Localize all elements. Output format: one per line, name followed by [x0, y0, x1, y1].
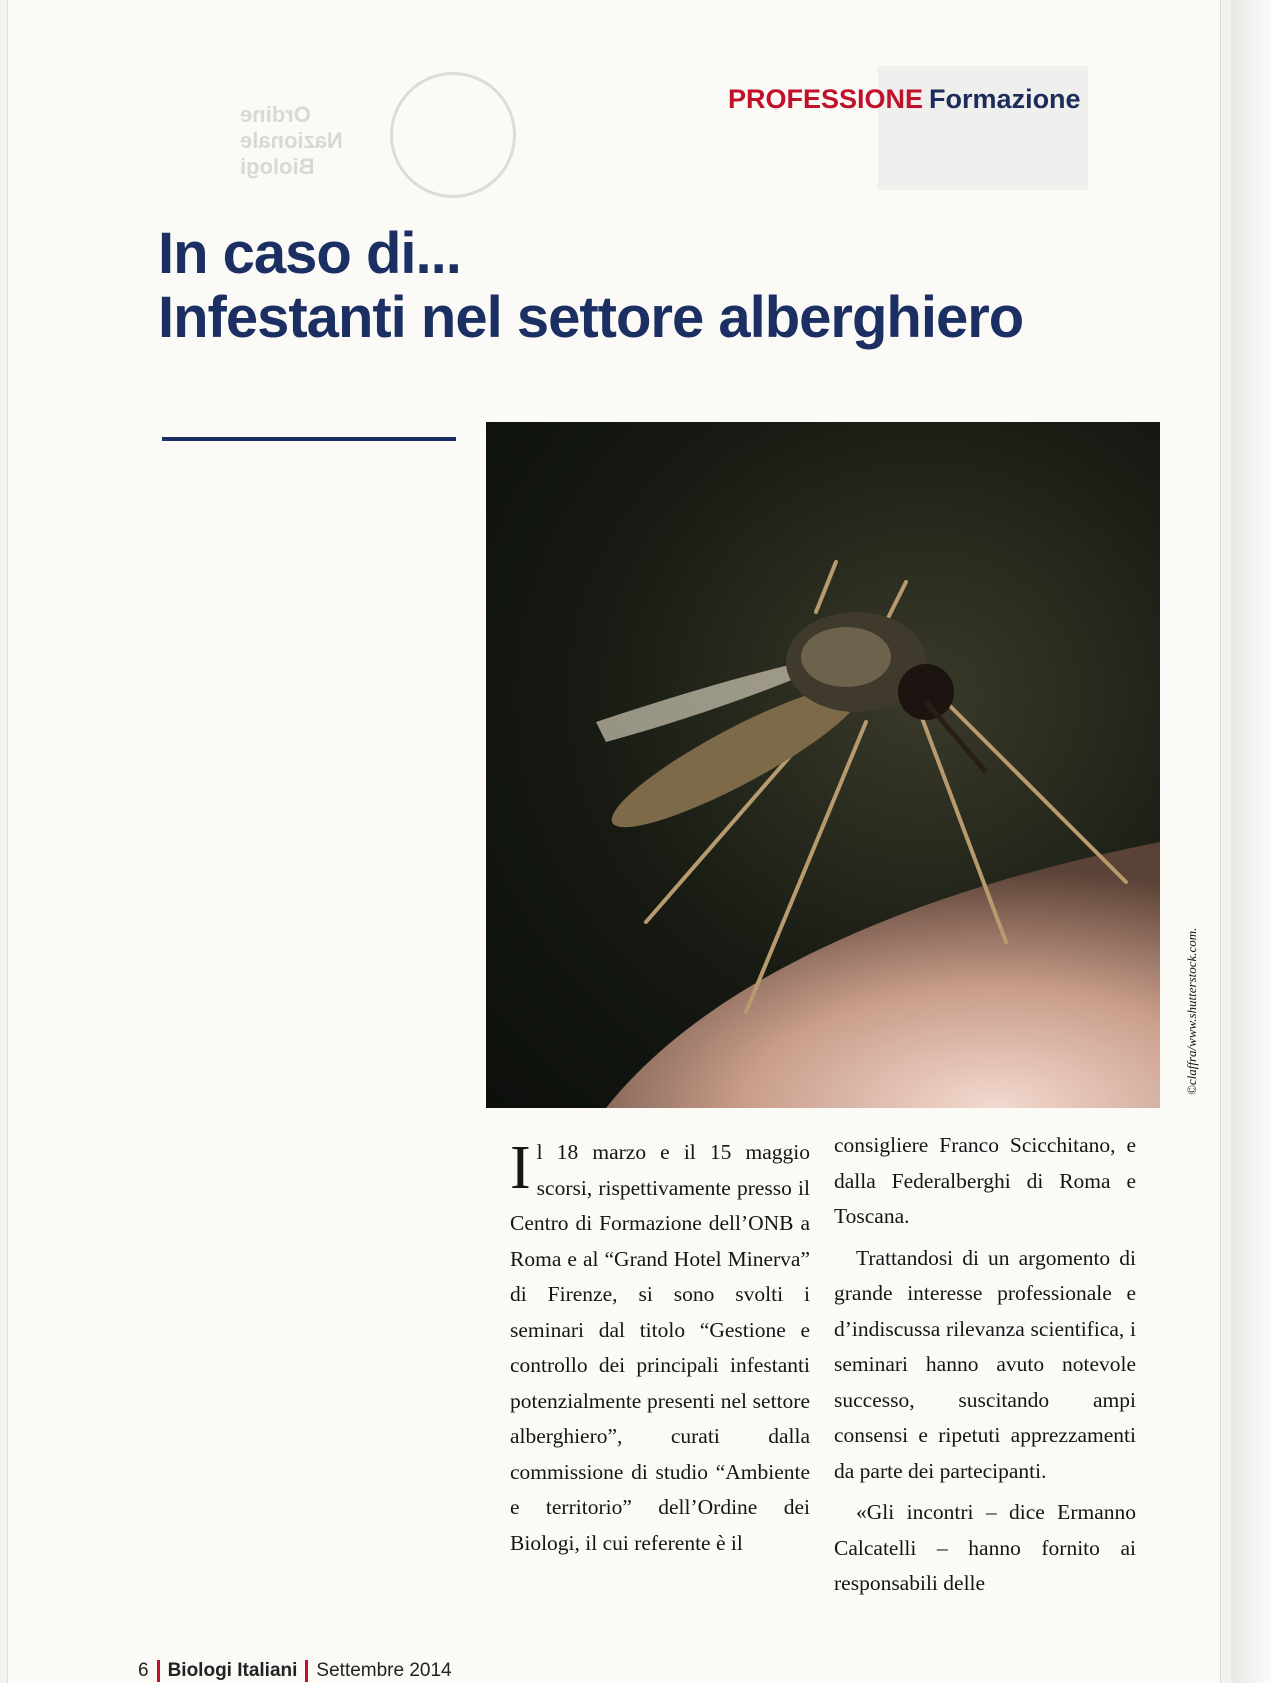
bleed-through-logo	[240, 72, 510, 202]
footer-divider	[157, 1660, 160, 1682]
article-column-2	[834, 1128, 1136, 1602]
section-main: PROFESSIONE	[728, 84, 924, 114]
issue-date: Settembre 2014	[316, 1660, 452, 1682]
next-page-edge	[1231, 0, 1271, 1683]
page-number: 6	[138, 1660, 149, 1682]
page-footer	[138, 1660, 452, 1682]
section-sub: Formazione	[929, 84, 1081, 114]
headline-line-1: In caso di...	[158, 221, 461, 286]
headline-line-2: Infestanti nel settore alberghiero	[158, 285, 1024, 350]
logo-line-1: Ordine	[240, 102, 311, 127]
magazine-page	[8, 0, 1220, 1683]
logo-line-3: Biologi	[240, 154, 315, 179]
column-2-paragraph-3: «Gli incontri – dice Ermanno Calcatelli – hanno fornito ai responsabili delle	[834, 1500, 1136, 1595]
headline-rule	[162, 437, 456, 441]
photo-credit: ©claffra/www.shutterstock.com.	[1184, 927, 1199, 1095]
publication-name: Biologi Italiani	[167, 1660, 298, 1682]
article-headline	[158, 222, 1158, 350]
mosquito-illustration	[486, 422, 1160, 1108]
footer-divider	[305, 1660, 308, 1682]
column-2-paragraph-1: consigliere Franco Scicchitano, e dalla Federalberghi di Roma e Toscana.	[834, 1133, 1136, 1228]
mosquito-photo	[486, 422, 1160, 1108]
section-header	[728, 84, 1081, 115]
column-2-paragraph-2: Trattandosi di un argomento di grande interesse professionale e d’indiscussa rilevanza scientifica, i seminari hanno avuto notevole successo, suscitando ampi consensi e ripetuti apprezzamenti da parte dei partecipanti.	[834, 1245, 1136, 1483]
seal-icon	[390, 72, 516, 198]
article-column-1	[510, 1135, 810, 1561]
drop-cap: I	[510, 1134, 531, 1202]
column-1-text: l 18 marzo e il 15 maggio scorsi, rispettivamente presso il Centro di Formazione dell’ONB a Roma e al “Grand Hotel Minerva” di Firenze, si sono svolti i seminari dal titolo “Gestione e controllo dei principali infestanti potenzialmente presenti nel settore alberghiero”, curati dalla commissione di studio “Ambiente e territorio” dell’Ordine dei Biologi, il cui referente è il	[510, 1140, 810, 1555]
logo-line-2: Nazionale	[240, 128, 343, 153]
